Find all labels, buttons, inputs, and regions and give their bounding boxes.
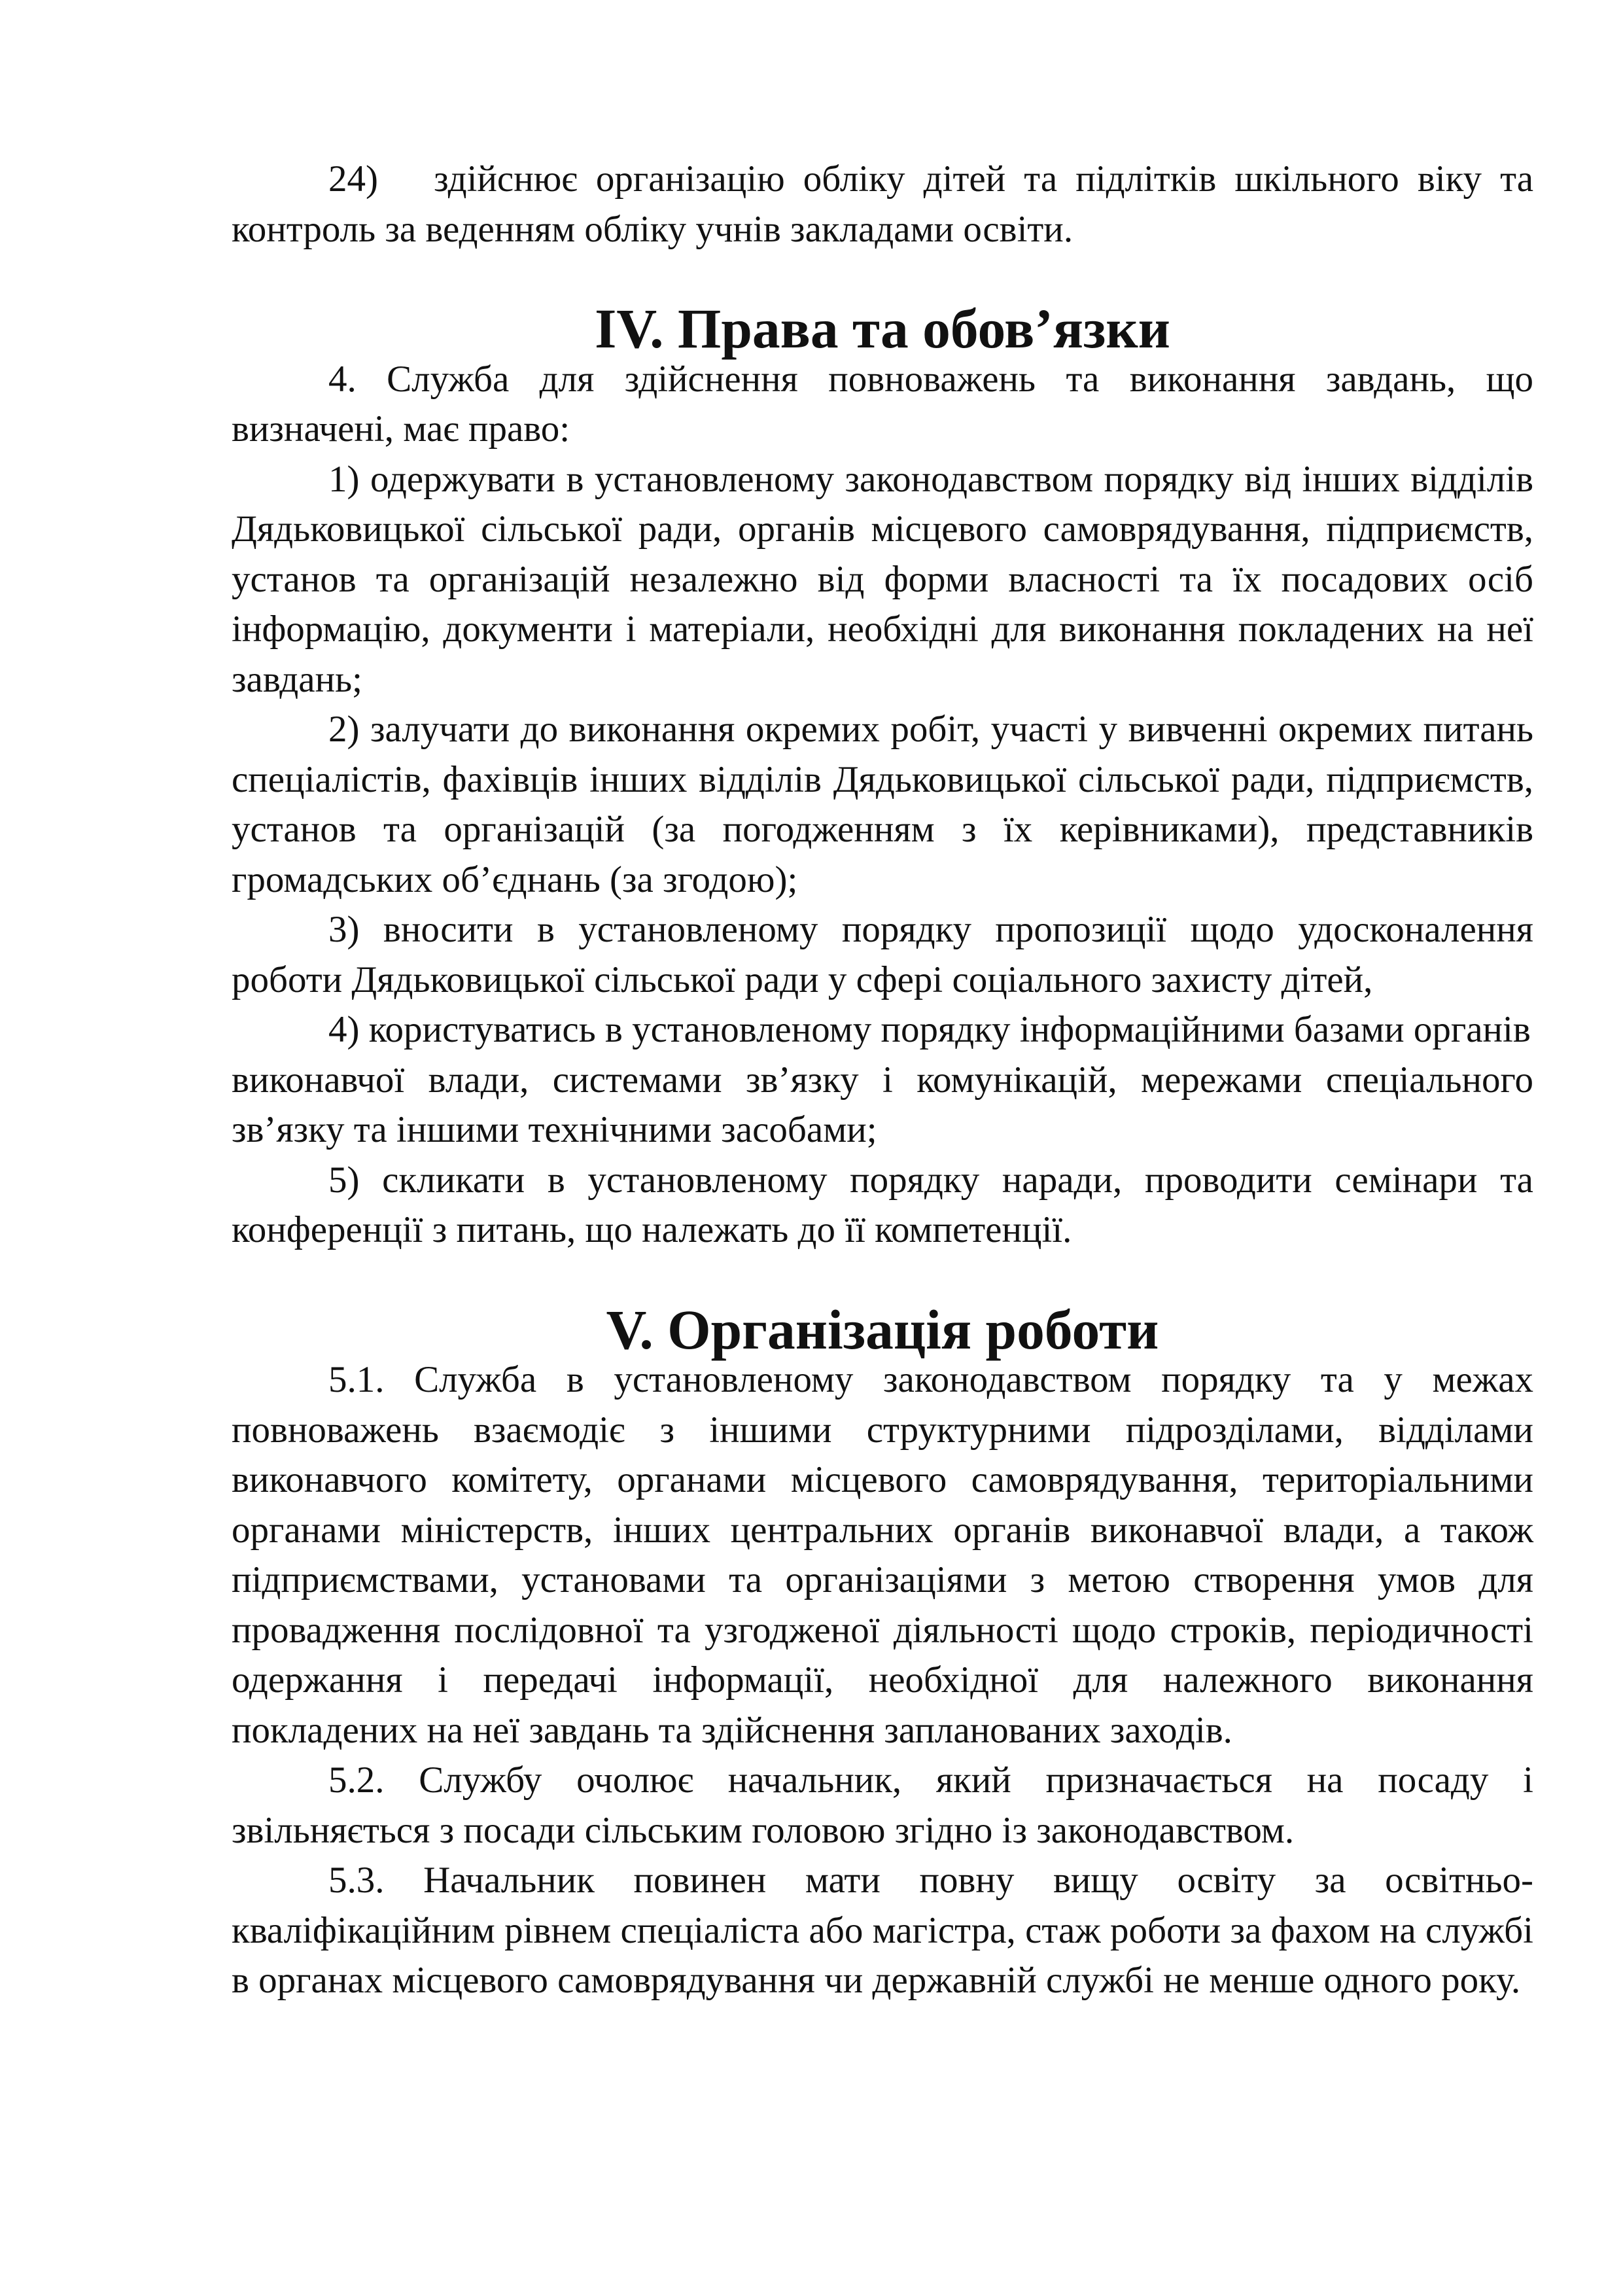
section-5-heading: V. Організація роботи bbox=[606, 1299, 1159, 1361]
section-4-item-3: 3) вносити в установленому порядку пропозиції щодо удосконалення роботи Дядьковицької сільської ради у сфері соціального захисту дітей, bbox=[232, 909, 1533, 1000]
paragraph-24: 24) здійснює організацію обліку дітей та підлітків шкільного віку та контроль за веденням обліку учнів закладами освіти. bbox=[232, 158, 1533, 250]
section-5-item-2: 5.2. Службу очолює начальник, який призначається на посаду і звільняється з посади сільським головою згідно із законодавством. bbox=[232, 1759, 1533, 1851]
section-4-item-5: 5) скликати в установленому порядку наради, проводити семінари та конференції з питань, що належать до її компетенції. bbox=[232, 1159, 1533, 1250]
section-4-item-4-continued: виконавчої влади, системами зв’язку і комунікацій, мережами спеціального зв’язку та іншими технічними засобами; bbox=[232, 1059, 1533, 1150]
section-5-item-1: 5.1. Служба в установленому законодавством порядку та у межах повноважень взаємодіє з іншими структурними підрозділами, відділами виконавчого комітету, органами місцевого самоврядування, територіальними органами міністерств, інших центральних органів виконавчої влади, а також підприємствами, установами та організаціями з метою створення умов для провадження послідовної та узгодженої діяльності щодо строків, періодичності одержання і передачі інформації, необхідної для належного виконання покладених на неї завдань та здійснення запланованих заходів. bbox=[232, 1359, 1533, 1751]
section-4-intro: 4. Служба для здійснення повноважень та виконання завдань, що визначені, має право: bbox=[232, 358, 1533, 450]
document-page bbox=[232, 154, 1533, 2006]
spacer bbox=[232, 255, 1533, 304]
section-4-heading: IV. Права та обов’язки bbox=[595, 298, 1170, 360]
section-4-item-2: 2) залучати до виконання окремих робіт, участі у вивченні окремих питань спеціалістів, фахівців інших відділів Дядьковицької сільської ради, підприємств, установ та організацій (за погодженням з їх керівниками), представників громадських об’єднань (за згодою); bbox=[232, 709, 1533, 900]
section-4-item-4: 4) користуватись в установленому порядку інформаційними базами органів bbox=[328, 1009, 1531, 1050]
section-4-item-1: 1) одержувати в установленому законодавством порядку від інших відділів Дядьковицької сільської ради, органів місцевого самоврядування, підприємств, установ та організацій незалежно від форми власності та їх посадових осіб інформацію, документи і матеріали, необхідні для виконання покладених на неї завдань; bbox=[232, 458, 1533, 700]
spacer bbox=[232, 1256, 1533, 1305]
section-5-item-3: 5.3. Начальник повинен мати повну вищу освіту за освітньо-кваліфікаційним рівнем спеціаліста або магістра, стаж роботи за фахом на службі в органах місцевого самоврядування чи державній службі не менше одного року. bbox=[232, 1860, 1533, 2001]
